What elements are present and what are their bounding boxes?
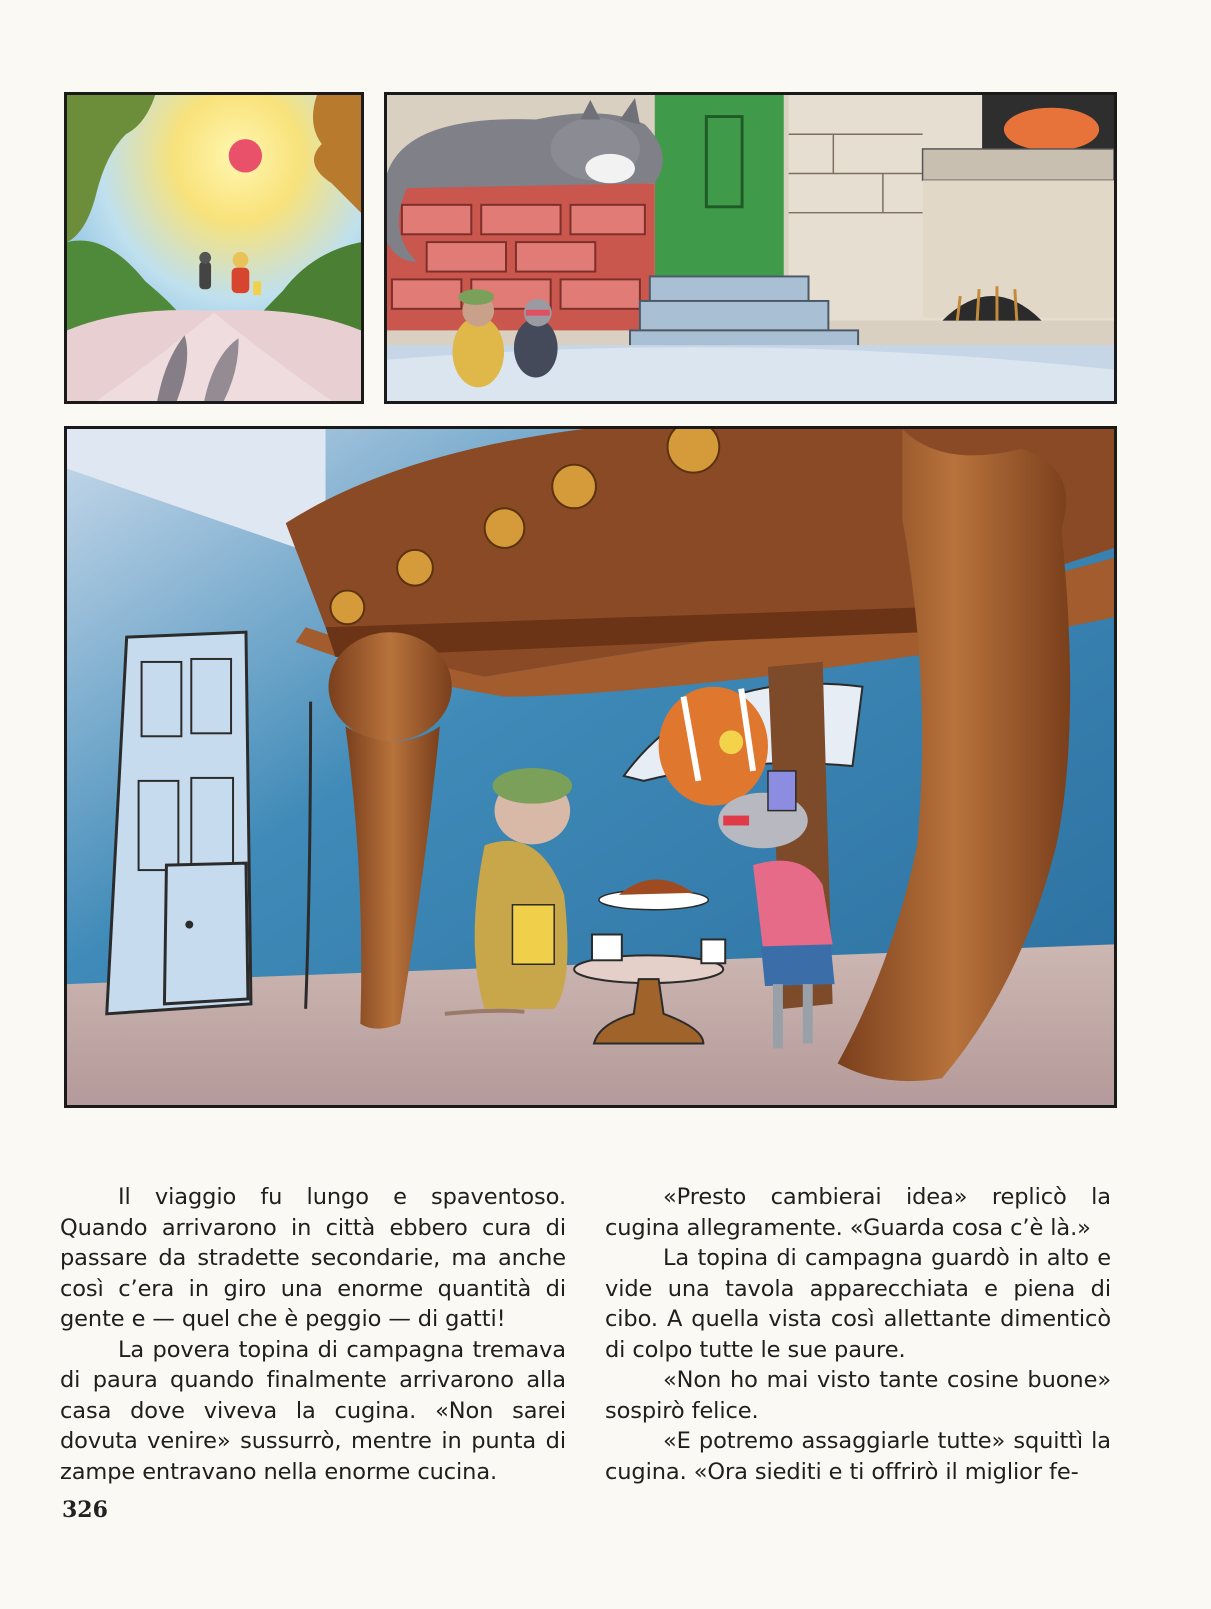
page-number: 326 (62, 1497, 108, 1523)
under-table-kitchen-panel (64, 426, 1117, 1108)
paragraph: Il viaggio fu lungo e spaventoso. Quando arrivarono in città ebbero cura di passare da stradette secondarie, ma anche così c’era in giro una enorme quantità di gente e — quel che è peggio — di gatti! (60, 1184, 566, 1332)
right-text-column (605, 1182, 1111, 1487)
sun (229, 139, 262, 172)
paragraph: «Non ho mai visto tante cosine buone» sospirò felice. (605, 1367, 1111, 1424)
country-road-sunset-panel (64, 92, 364, 404)
brick-wall (387, 183, 655, 330)
kitchen-illustration (67, 429, 1114, 1105)
orange-cat (1004, 108, 1099, 151)
city-street-illustration (387, 95, 1114, 401)
city-street-cat-panel (384, 92, 1117, 404)
paragraph: «E potremo assaggiarle tutte» squittì la cugina. «Ora siediti e ti offrirò il miglior fe- (605, 1428, 1111, 1485)
paragraph: La topina di campagna guardò in alto e vide una tavola apparecchiata e piena di cibo. A quella vista così allettante dimenticò di colpo tutte le sue paure. (605, 1245, 1111, 1363)
left-text-column (60, 1182, 566, 1487)
country-road-illustration (67, 95, 361, 401)
paragraph: «Presto cambierai idea» replicò la cugina allegramente. «Guarda cosa c’è là.» (605, 1184, 1111, 1241)
kitchen-door (107, 632, 251, 1014)
green-door (655, 95, 784, 281)
paragraph: La povera topina di campagna tremava di paura quando finalmente arrivarono alla casa dove viveva la cugina. «Non sarei dovuta venire» sussurrò, mentre in punta di zampe entravano nella enorme cucina. (60, 1336, 566, 1485)
